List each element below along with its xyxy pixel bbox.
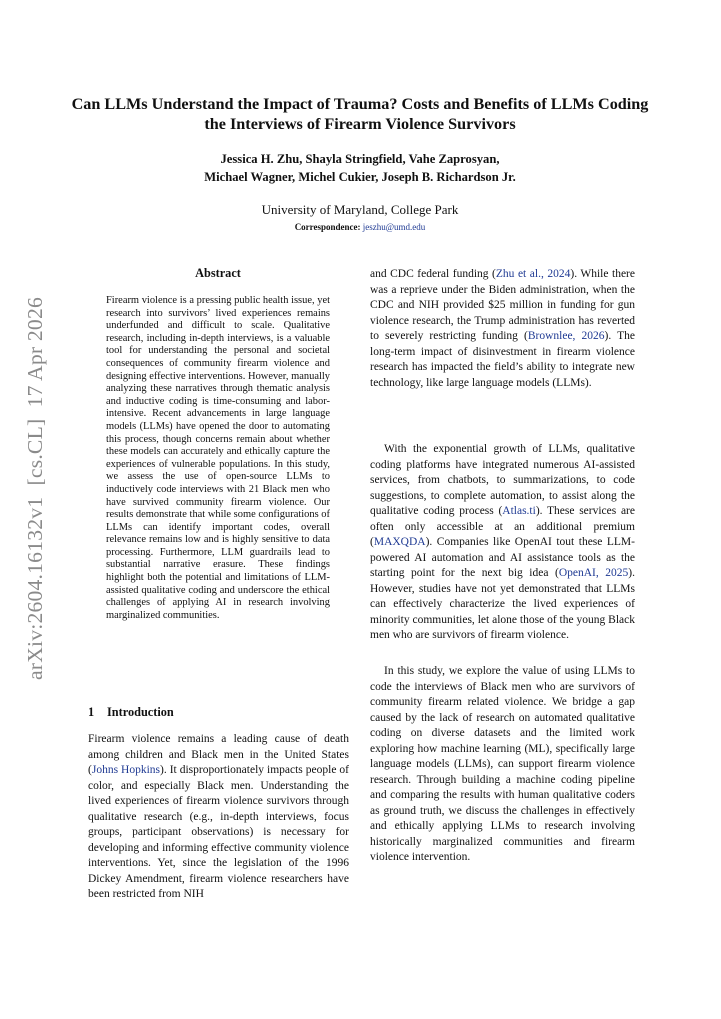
right-paragraph-3: In this study, we explore the value of using LLMs to code the interviews of Black men who are survivors of community firearm related violence. We bridge a gap caused by the lack of research on automated qualitative coding on diverse datasets and the limited work exploring how machine learning (ML), specifically large language models (LLMs), can support firearm violence research. Through building a machine coding pipeline and comparing the results with human qualitative coders as ground truth, we discuss the challenges in effectively and ethically applying LLMs to research involving historically marginalized communities and firearm violence intervention. [370, 665, 635, 863]
correspondence-email-link[interactable]: jeszhu@umd.edu [362, 222, 426, 232]
section-title: Introduction [107, 705, 174, 719]
abstract-text: Firearm violence is a pressing public health issue, yet research into survivors’ lived experiences remains underfunded and difficult to scale. Qualitative research, including in-depth interviews, is a valuable tool for understanding the personal and societal consequences of community firearm violence and designing effective interventions. However, manually analyzing these narratives through thematic analysis and inductive coding is time-consuming and labor-intensive. Recent advancements in large language models (LLMs) have opened the door to automating this process, though concerns remain about whether these models can accurately and ethically capture the experiences of vulnerable populations. In this study, we assess the use of open-source LLMs to inductively code interviews with 21 Black men who have survived community firearm violence. Our results demonstrate that while some configurations of LLMs can identify important codes, overall relevance remains low and is highly sensitive to data processing. Furthermore, LLM guardrails lead to substantial narrative erasure. These findings highlight both the potential and limitations of LLM-assisted qualitative coding and underscore the ethical challenges of applying AI in research involving marginalized communities. [106, 295, 330, 621]
right-paragraph-1 [370, 267, 635, 391]
citation-link-atlas-ti[interactable]: Atlas.ti [502, 505, 536, 517]
citation-link-johns-hopkins[interactable]: Johns Hopkins [91, 764, 161, 776]
citation-link-brownlee-2026[interactable]: Brownlee, 2026 [527, 330, 605, 342]
affiliation: University of Maryland, College Park [261, 202, 459, 217]
section-number: 1 [88, 705, 95, 719]
correspondence-label: Correspondence: [294, 222, 361, 232]
citation-link-openai-2025[interactable]: OpenAI, 2025 [558, 567, 629, 579]
citation-link-zhu-2024[interactable]: Zhu et al., 2024 [495, 268, 571, 280]
text-run: ). However, studies have not yet demonstrated that LLMs can effectively characterize the lived experiences of minority communities, let alone those of the young Black men who are survivors of firearm violence. [370, 567, 636, 641]
text-run: ). The long-term impact of disinvestment in firearm violence research has impacted the field’s ability to integrate new technology, like large language models (LLMs). [370, 330, 635, 389]
author-list [60, 151, 660, 186]
author-line-1: Jessica H. Zhu, Shayla Stringfield, Vahe Zaprosyan, [220, 152, 500, 166]
right-paragraph-2 [370, 442, 635, 644]
section-heading-introduction [88, 705, 174, 720]
text-run: ). Companies like OpenAI tout these LLM-powered AI automation and AI assistance tools as the starting point for the next big idea ( [370, 536, 635, 579]
citation-link-maxqda[interactable]: MAXQDA [373, 536, 426, 548]
intro-paragraph-1 [88, 732, 349, 903]
text-run: Firearm violence remains a leading cause of death among children and Black men in the United States ( [88, 733, 349, 776]
text-run: and CDC federal funding ( [370, 268, 496, 280]
text-run: ). These services are often only accessible at an additional premium ( [370, 505, 635, 548]
text-run: ). While there was a reprieve under the Biden administration, when the CDC and NIH provided $25 million in funding for gun violence research, the Trump administration has reverted to severely restricting funding ( [370, 268, 635, 342]
text-run: With the exponential growth of LLMs, qualitative coding platforms have integrated numerous AI-assisted services, from chatbots, to summarizations, to code suggestions, to complete automation, to assist along the qualitative coding process ( [370, 443, 635, 517]
arxiv-stamp-text: arXiv:2604.16132v1 [cs.CL] 17 Apr 2026 [23, 299, 47, 680]
arxiv-stamp [14, 295, 50, 680]
author-line-2: Michael Wagner, Michel Cukier, Joseph B. Richardson Jr. [204, 169, 516, 184]
correspondence [60, 222, 660, 232]
abstract-heading: Abstract [195, 266, 241, 280]
text-run: ). It disproportionately impacts people of color, and especially Black men. Understanding the lived experiences of firearm violence survivors through qualitative research (e.g., in-depth interviews, focus groups, participant observations) is necessary for developing and informing effective community violence interventions. Yet, since the legislation of the 1996 Dickey Amendment, firearm violence researchers have been restricted from NIH [88, 764, 349, 900]
paper-title: Can LLMs Understand the Impact of Trauma? Costs and Benefits of LLMs Coding the Interviews of Firearm Violence Survivors [71, 95, 649, 133]
